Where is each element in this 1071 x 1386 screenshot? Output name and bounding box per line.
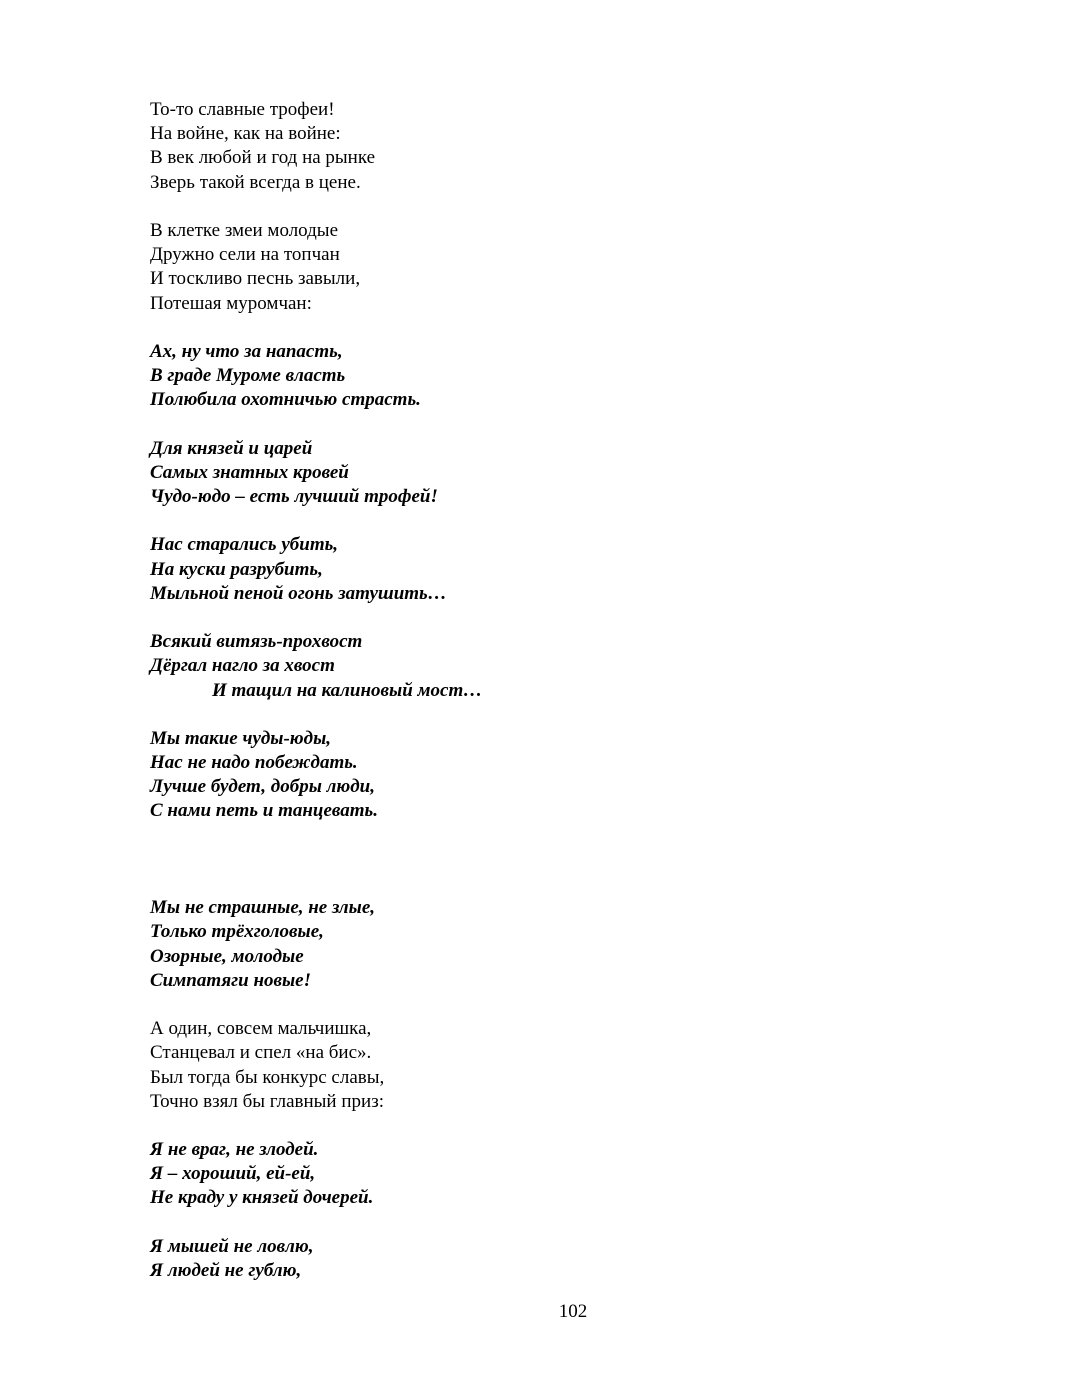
stanza-1 (150, 98, 950, 195)
page-number: 102 (558, 1301, 588, 1322)
poem-line: Нас старались убить, (150, 534, 339, 556)
stanza-gap (150, 1211, 950, 1235)
stanza-gap (150, 195, 950, 219)
poem-line: На войне, как на войне: (150, 123, 341, 145)
stanza-gap (150, 316, 950, 340)
poem-line: И тоскливо песнь завыли, (150, 268, 361, 290)
poem-line: Дружно сели на топчан (150, 244, 340, 266)
stanza-gap (150, 703, 950, 727)
poem-line: В граде Муроме власть (150, 365, 346, 387)
poem-line: Я – хороший, ей-ей, (150, 1163, 316, 1185)
poem-line: Лучше будет, добры люди, (150, 776, 375, 798)
poem-line: Мы такие чуды-юды, (150, 727, 332, 749)
poem-line: На куски разрубить, (150, 558, 323, 580)
stanza-gap (150, 1114, 950, 1138)
stanza-2 (150, 219, 950, 316)
poem-line: Станцевал и спел «на бис». (150, 1042, 372, 1064)
poem-line: Полюбила охотничью страсть. (150, 389, 421, 411)
stanza-7 (150, 727, 950, 824)
poem-line: Точно взял бы главный приз: (150, 1090, 384, 1112)
poem-line: Чудо-юдо – есть лучший трофей! (150, 486, 438, 507)
poem-line: Озорные, молодые (150, 945, 304, 967)
poem-line: Я не враг, не злодей. (150, 1139, 319, 1161)
poem-line: Симпатяги новые! (150, 969, 311, 991)
poem-line: Нас не надо побеждать. (150, 752, 358, 774)
poem-line: Мы не страшные, не злые, (150, 897, 376, 919)
stanza-5 (150, 533, 950, 606)
stanza-gap-large (150, 824, 950, 897)
stanza-gap (150, 509, 950, 533)
poem-line: Не краду у князей дочерей. (150, 1187, 374, 1209)
stanza-gap (150, 993, 950, 1017)
stanza-4 (150, 437, 950, 510)
poem-line: В век любой и год на рынке (150, 147, 376, 169)
poem-line: Ах, ну что за напасть, (150, 340, 343, 362)
poem-line: Самых знатных кровей (150, 461, 349, 483)
stanza-9 (150, 1017, 950, 1114)
poem-line: Для князей и царей (150, 437, 313, 459)
poem-line: Я мышей не ловлю, (150, 1235, 314, 1257)
poem-text (150, 98, 950, 1283)
stanza-gap (150, 606, 950, 630)
poem-line: Зверь такой всегда в цене. (150, 171, 361, 193)
poem-line: Был тогда бы конкурс славы, (150, 1066, 385, 1088)
poem-line: А один, совсем мальчишка, (150, 1018, 372, 1040)
stanza-8 (150, 896, 950, 993)
poem-line-indented: И тащил на калиновый мост… (212, 679, 483, 701)
poem-line: Потешая муромчан: (150, 292, 312, 314)
stanza-10 (150, 1138, 950, 1211)
poem-line: Я людей не гублю, (150, 1260, 302, 1282)
poem-line: То-то славные трофеи! (150, 99, 335, 120)
poem-line: Только трёхголовые, (150, 921, 324, 943)
poem-line: Мыльной пеной огонь затушить… (150, 582, 447, 604)
stanza-11 (150, 1235, 950, 1283)
stanza-6 (150, 630, 950, 703)
poem-line: В клетке змеи молодые (150, 219, 338, 241)
poem-line: С нами петь и танцевать. (150, 800, 378, 822)
poem-line: Всякий витязь-прохвост (150, 631, 363, 653)
stanza-gap (150, 412, 950, 436)
stanza-3 (150, 340, 950, 413)
poem-line: Дёргал нагло за хвост (150, 655, 335, 677)
